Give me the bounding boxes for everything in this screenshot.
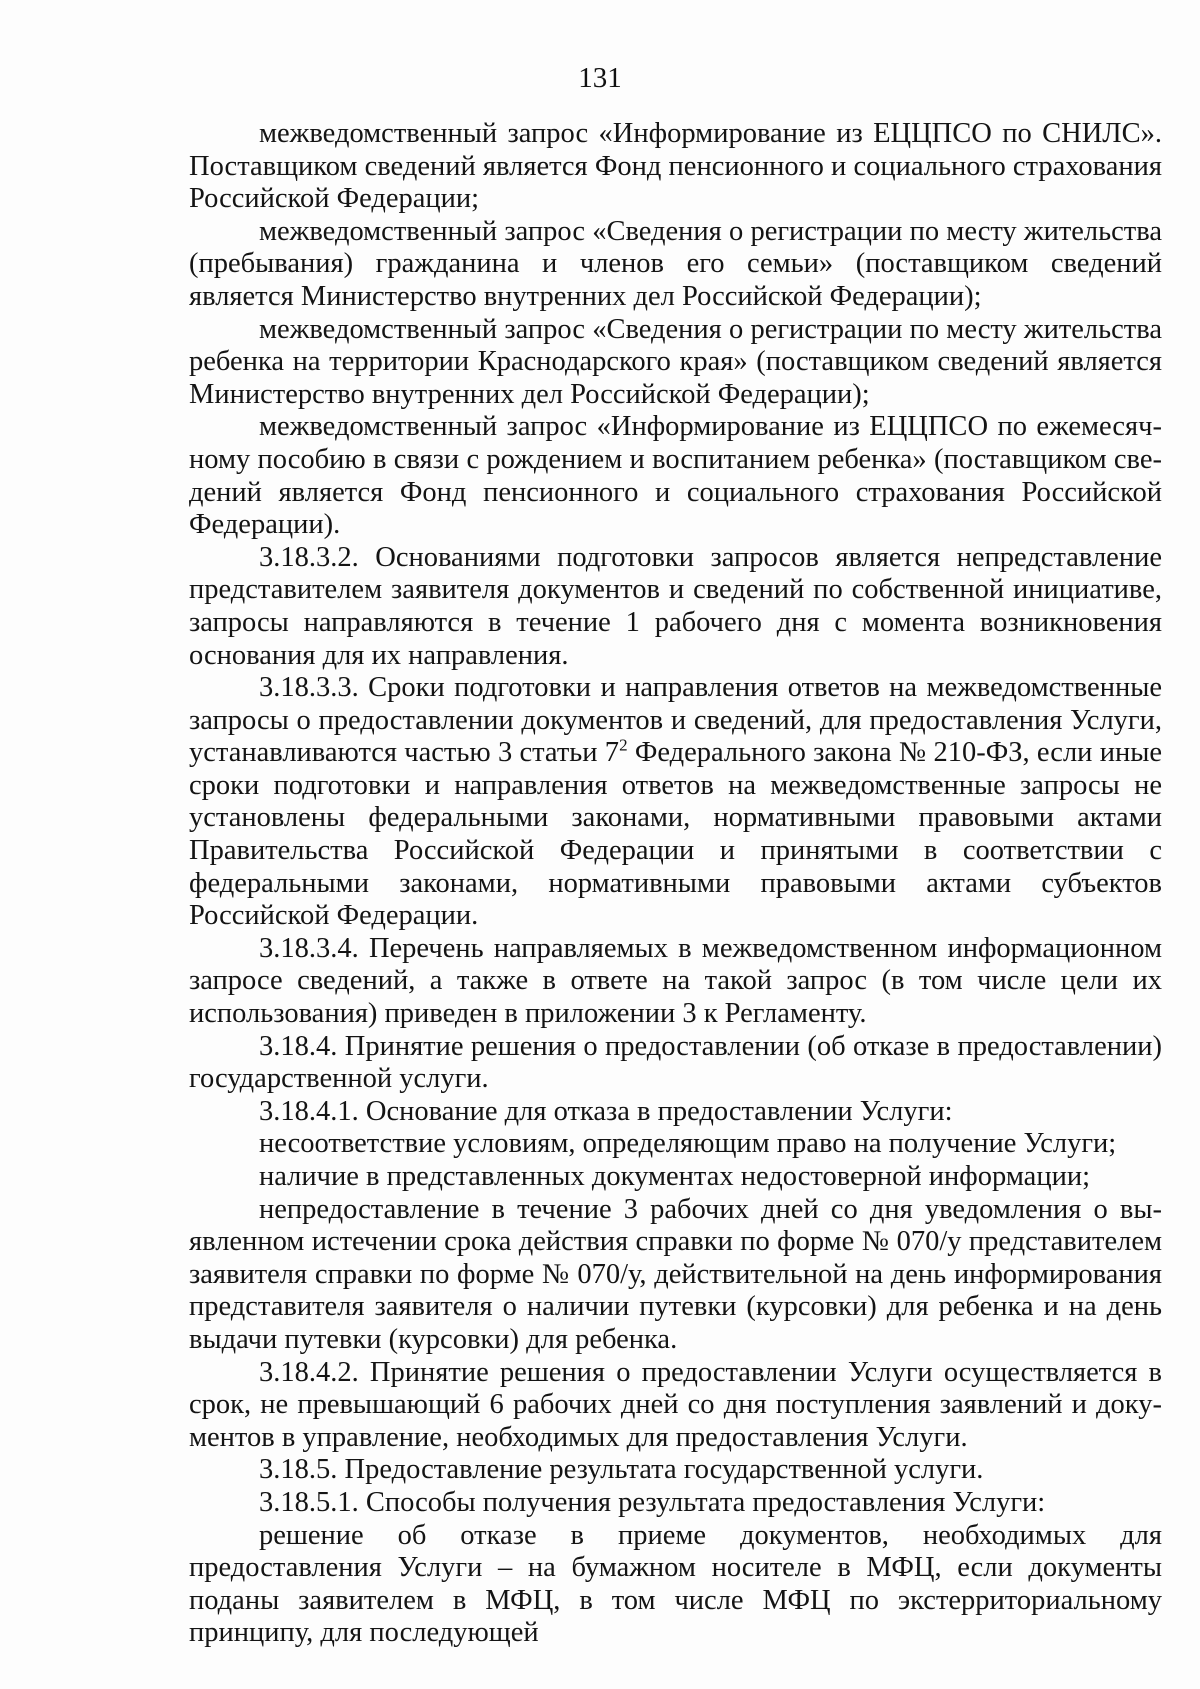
paragraph-3-18-3-3-text-b: Федерального закона № 210-ФЗ, если иные сроки подготовки и направления ответов на межведомственные запросы не установлены федеральными законами, нормативными правовыми актами Правительства Российской Федерации и принятыми в соответствии с федеральными законами, нормативными правовыми актами субъектов Российской Федерации.: [189, 737, 1162, 932]
document-body: [189, 118, 1162, 1650]
paragraph-snils-request: межведомственный запрос «Информирование из ЕЦЦПСО по СНИЛС». Поставщиком сведений является Фонд пенсионного и социального страхования Российской Федерации;: [189, 118, 1162, 215]
paragraph-child-registration-request: межведомственный запрос «Сведения о регистрации по месту жительства ребенка на территории Краснодарского края» (поставщиком сведений является Министерство внутренних дел Российской Федерации);: [189, 313, 1162, 410]
paragraph-refusal-ground-1: несоответствие условиям, определяющим право на получение Услуги;: [259, 1128, 1117, 1160]
paragraph-monthly-allowance-request: межведомственный запрос «Информирование из ЕЦЦПСО по ежемесячному пособию в связи с рождением и воспитанием ребенка» (поставщиком сведений является Фонд пенсионного и социального страхования Российской Федерации).: [189, 411, 1162, 541]
paragraph-3-18-5-1: 3.18.5.1. Способы получения результата предоставления Услуги:: [259, 1486, 1046, 1518]
paragraph-registration-request: межведомственный запрос «Сведения о регистрации по месту жительства (пребывания) гражданина и членов его семьи» (поставщиком сведений является Министерство внутренних дел Российской Федерации);: [189, 215, 1162, 312]
superscript-2: 2: [619, 735, 628, 755]
paragraph-3-18-4: 3.18.4. Принятие решения о предоставлении (об отказе в предоставлении) государственной услуги.: [189, 1030, 1162, 1095]
paragraph-3-18-5: 3.18.5. Предоставление результата государственной услуги.: [259, 1454, 984, 1486]
paragraph-refusal-ground-2: наличие в представленных документах недостоверной информации;: [259, 1161, 1090, 1192]
paragraph-3-18-3-3: [189, 672, 1162, 933]
paragraph-result-methods: решение об отказе в приеме документов, необходимых для предоставления Услуги – на бумажном носителе в МФЦ, если документы поданы заявителем в МФЦ, в том числе МФЦ по экстерриториальному принципу, для последующей: [189, 1519, 1162, 1649]
page-number: 131: [578, 62, 622, 94]
paragraph-3-18-4-2: 3.18.4.2. Принятие решения о предоставлении Услуги осуществляется в срок, не превышающий 6 рабочих дней со дня поступления заявлений и документов в управление, необходимых для предоставления Услуги.: [189, 1356, 1162, 1453]
paragraph-3-18-3-3-text-a: 3.18.3.3. Сроки подготовки и направления ответов на межведомственные запросы о предоставлении документов и сведений, для предоставления Услуги, устанавливаются частью 3 статьи 7: [189, 672, 1162, 769]
paragraph-3-18-3-2: 3.18.3.2. Основаниями подготовки запросов является непредставление представителем заявителя документов и сведений по собственной инициативе, запросы направляются в течение 1 рабочего дня с момента возникновения основания для их направления.: [189, 541, 1162, 671]
paragraph-3-18-3-4: 3.18.3.4. Перечень направляемых в межведомственном информационном запросе сведений, а также в ответе на такой запрос (в том числе цели их использования) приведен в приложении 3 к Регламенту.: [189, 932, 1162, 1030]
paragraph-3-18-4-1: 3.18.4.1. Основание для отказа в предоставлении Услуги:: [259, 1095, 953, 1127]
paragraph-refusal-ground-3: непредоставление в течение 3 рабочих дней со дня уведомления о выявленном истечении срока действия справки по форме № 070/у представителем заявителя справки по форме № 070/у, действительной на день информирования представителя заявителя о наличии путевки (курсовки) для ребенка и на день выдачи путевки (курсовки) для ребенка.: [189, 1193, 1162, 1355]
